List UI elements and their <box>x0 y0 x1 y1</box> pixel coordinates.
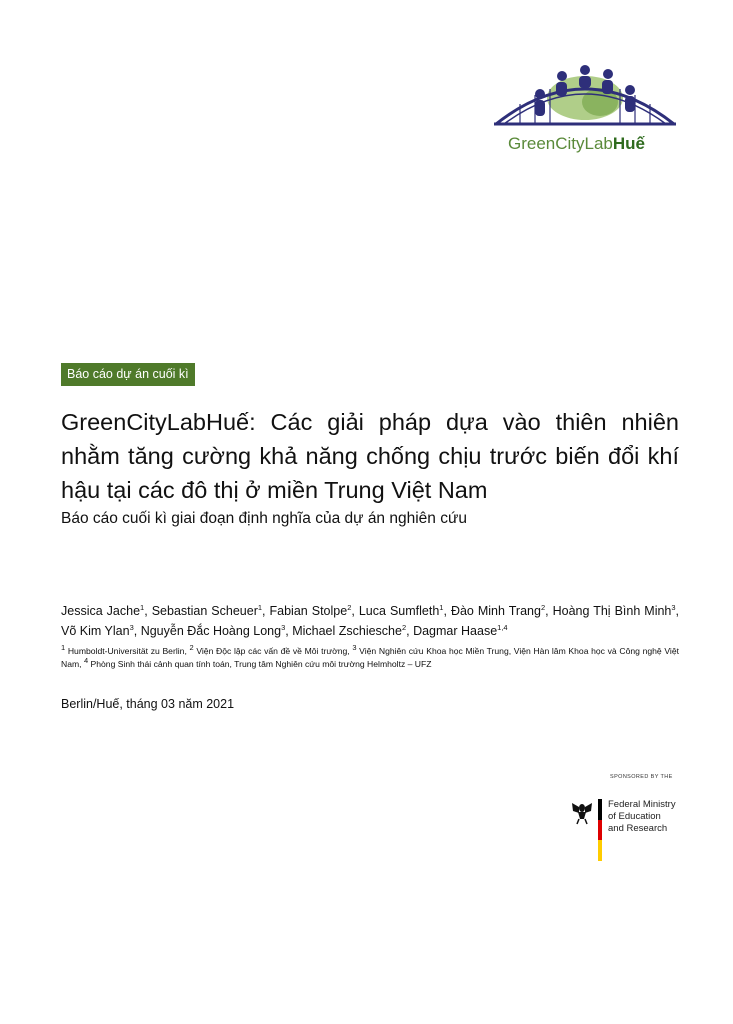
ministry-line: Federal Ministry <box>608 799 676 810</box>
author-name: Sebastian Scheuer <box>151 604 258 618</box>
author-name: Jessica Jache <box>61 604 141 618</box>
author-affiliation-number: 1,4 <box>497 622 508 632</box>
author-affiliation-number: 3 <box>129 622 134 632</box>
document-subtitle: Báo cáo cuối kì giai đoạn định nghĩa của dự án nghiên cứu <box>61 510 467 527</box>
affiliation-number: 3 <box>352 643 357 653</box>
document-title: GreenCityLabHuế: Các giải pháp dựa vào thiên nhiên nhằm tăng cường khả năng chống chịu trước biến đổi khí hậu tại các đô thị ở miền Trung Việt Nam <box>61 409 679 503</box>
place-date-line: Berlin/Huế, tháng 03 năm 2021 <box>61 697 235 711</box>
author-affiliation-number: 1 <box>257 602 263 612</box>
flag-stripe-red <box>598 820 602 841</box>
author-name: Nguyễn Đắc Hoàng Long <box>140 624 282 638</box>
author-name: Hoàng Thị Bình Minh <box>552 604 672 618</box>
author-name: Đào Minh Trang <box>450 604 541 618</box>
logo-text-main: GreenCityLab <box>508 134 613 153</box>
greencitylab-logo <box>490 60 680 160</box>
bridge-people-logo-icon <box>490 60 680 132</box>
author-affiliation-number: 1 <box>439 602 444 612</box>
logo-text-bold: Huế <box>612 134 646 153</box>
flag-stripe-gold <box>598 840 602 861</box>
affiliation-number: 1 <box>61 643 66 653</box>
author-list: Jessica Jache$^1$, Sebastian Scheuer$^1$, Fabian Stolpe$^2$, Luca Sumfleth$^1$, Đào Minh Trang$^2$, Hoàng Thị Bình Minh$^3$, Võ Kim Ylan$^3$, Nguyễn Đắc Hoàng Long$^3$, Michael Zschiesche$^2$, Dagmar Haase$^{1,4}$ <box>61 602 680 638</box>
ministry-name <box>608 799 676 835</box>
affiliation-name: Viện Nghiên cứu Khoa học Miền Trung, Viện Hàn lâm Khoa học và Công nghệ Việt Nam <box>61 646 679 669</box>
author-affiliation-number: 1 <box>140 602 145 612</box>
author-name: Luca Sumfleth <box>358 604 440 618</box>
ministry-line: of Education <box>608 811 661 822</box>
author-affiliation-number: 2 <box>347 602 352 612</box>
logo-wordmark <box>508 134 645 154</box>
german-flag-bar <box>598 799 602 861</box>
sponsor-label: SPONSORED BY THE <box>610 774 673 780</box>
federal-eagle-icon <box>570 799 594 825</box>
ministry-line: and Research <box>608 823 668 834</box>
flag-stripe-black <box>598 799 602 820</box>
author-affiliation-number: 2 <box>540 602 546 612</box>
author-name: Võ Kim Ylan <box>61 624 130 638</box>
author-name: Dagmar Haase <box>413 624 498 638</box>
affiliation-number: 4 <box>83 656 89 666</box>
affiliation-name: Phòng Sinh thái cảnh quan tính toán, Trung tâm Nghiên cứu môi trường Helmholtz – UFZ <box>88 659 432 669</box>
bmbf-logo <box>570 797 710 863</box>
author-name: Michael Zschiesche <box>292 624 402 638</box>
author-affiliation-number: 2 <box>401 622 407 632</box>
author-name: Fabian Stolpe <box>269 604 348 618</box>
report-type-badge: Báo cáo dự án cuối kì <box>61 363 195 386</box>
affiliation-number: 2 <box>189 643 194 653</box>
affiliation-list: $^1$ Humboldt-Universität zu Berlin, $^2$ Viện Độc lập các vấn đề về Môi trường, $^3$ Viện Nghiên cứu Khoa học Miền Trung, Viện Hàn lâm Khoa học và Công nghệ Việt Nam, $^4$ Phòng Sinh thái cảnh quan tính toán, Trung tâm Nghiên cứu môi trường Helmholtz – UFZ <box>61 643 679 669</box>
author-affiliation-number: 3 <box>671 602 676 612</box>
author-affiliation-number: 3 <box>281 622 286 632</box>
affiliation-name: Viện Độc lập các vấn đề về Môi trường <box>193 646 348 656</box>
affiliation-name: Humboldt-Universität zu Berlin <box>65 646 185 656</box>
